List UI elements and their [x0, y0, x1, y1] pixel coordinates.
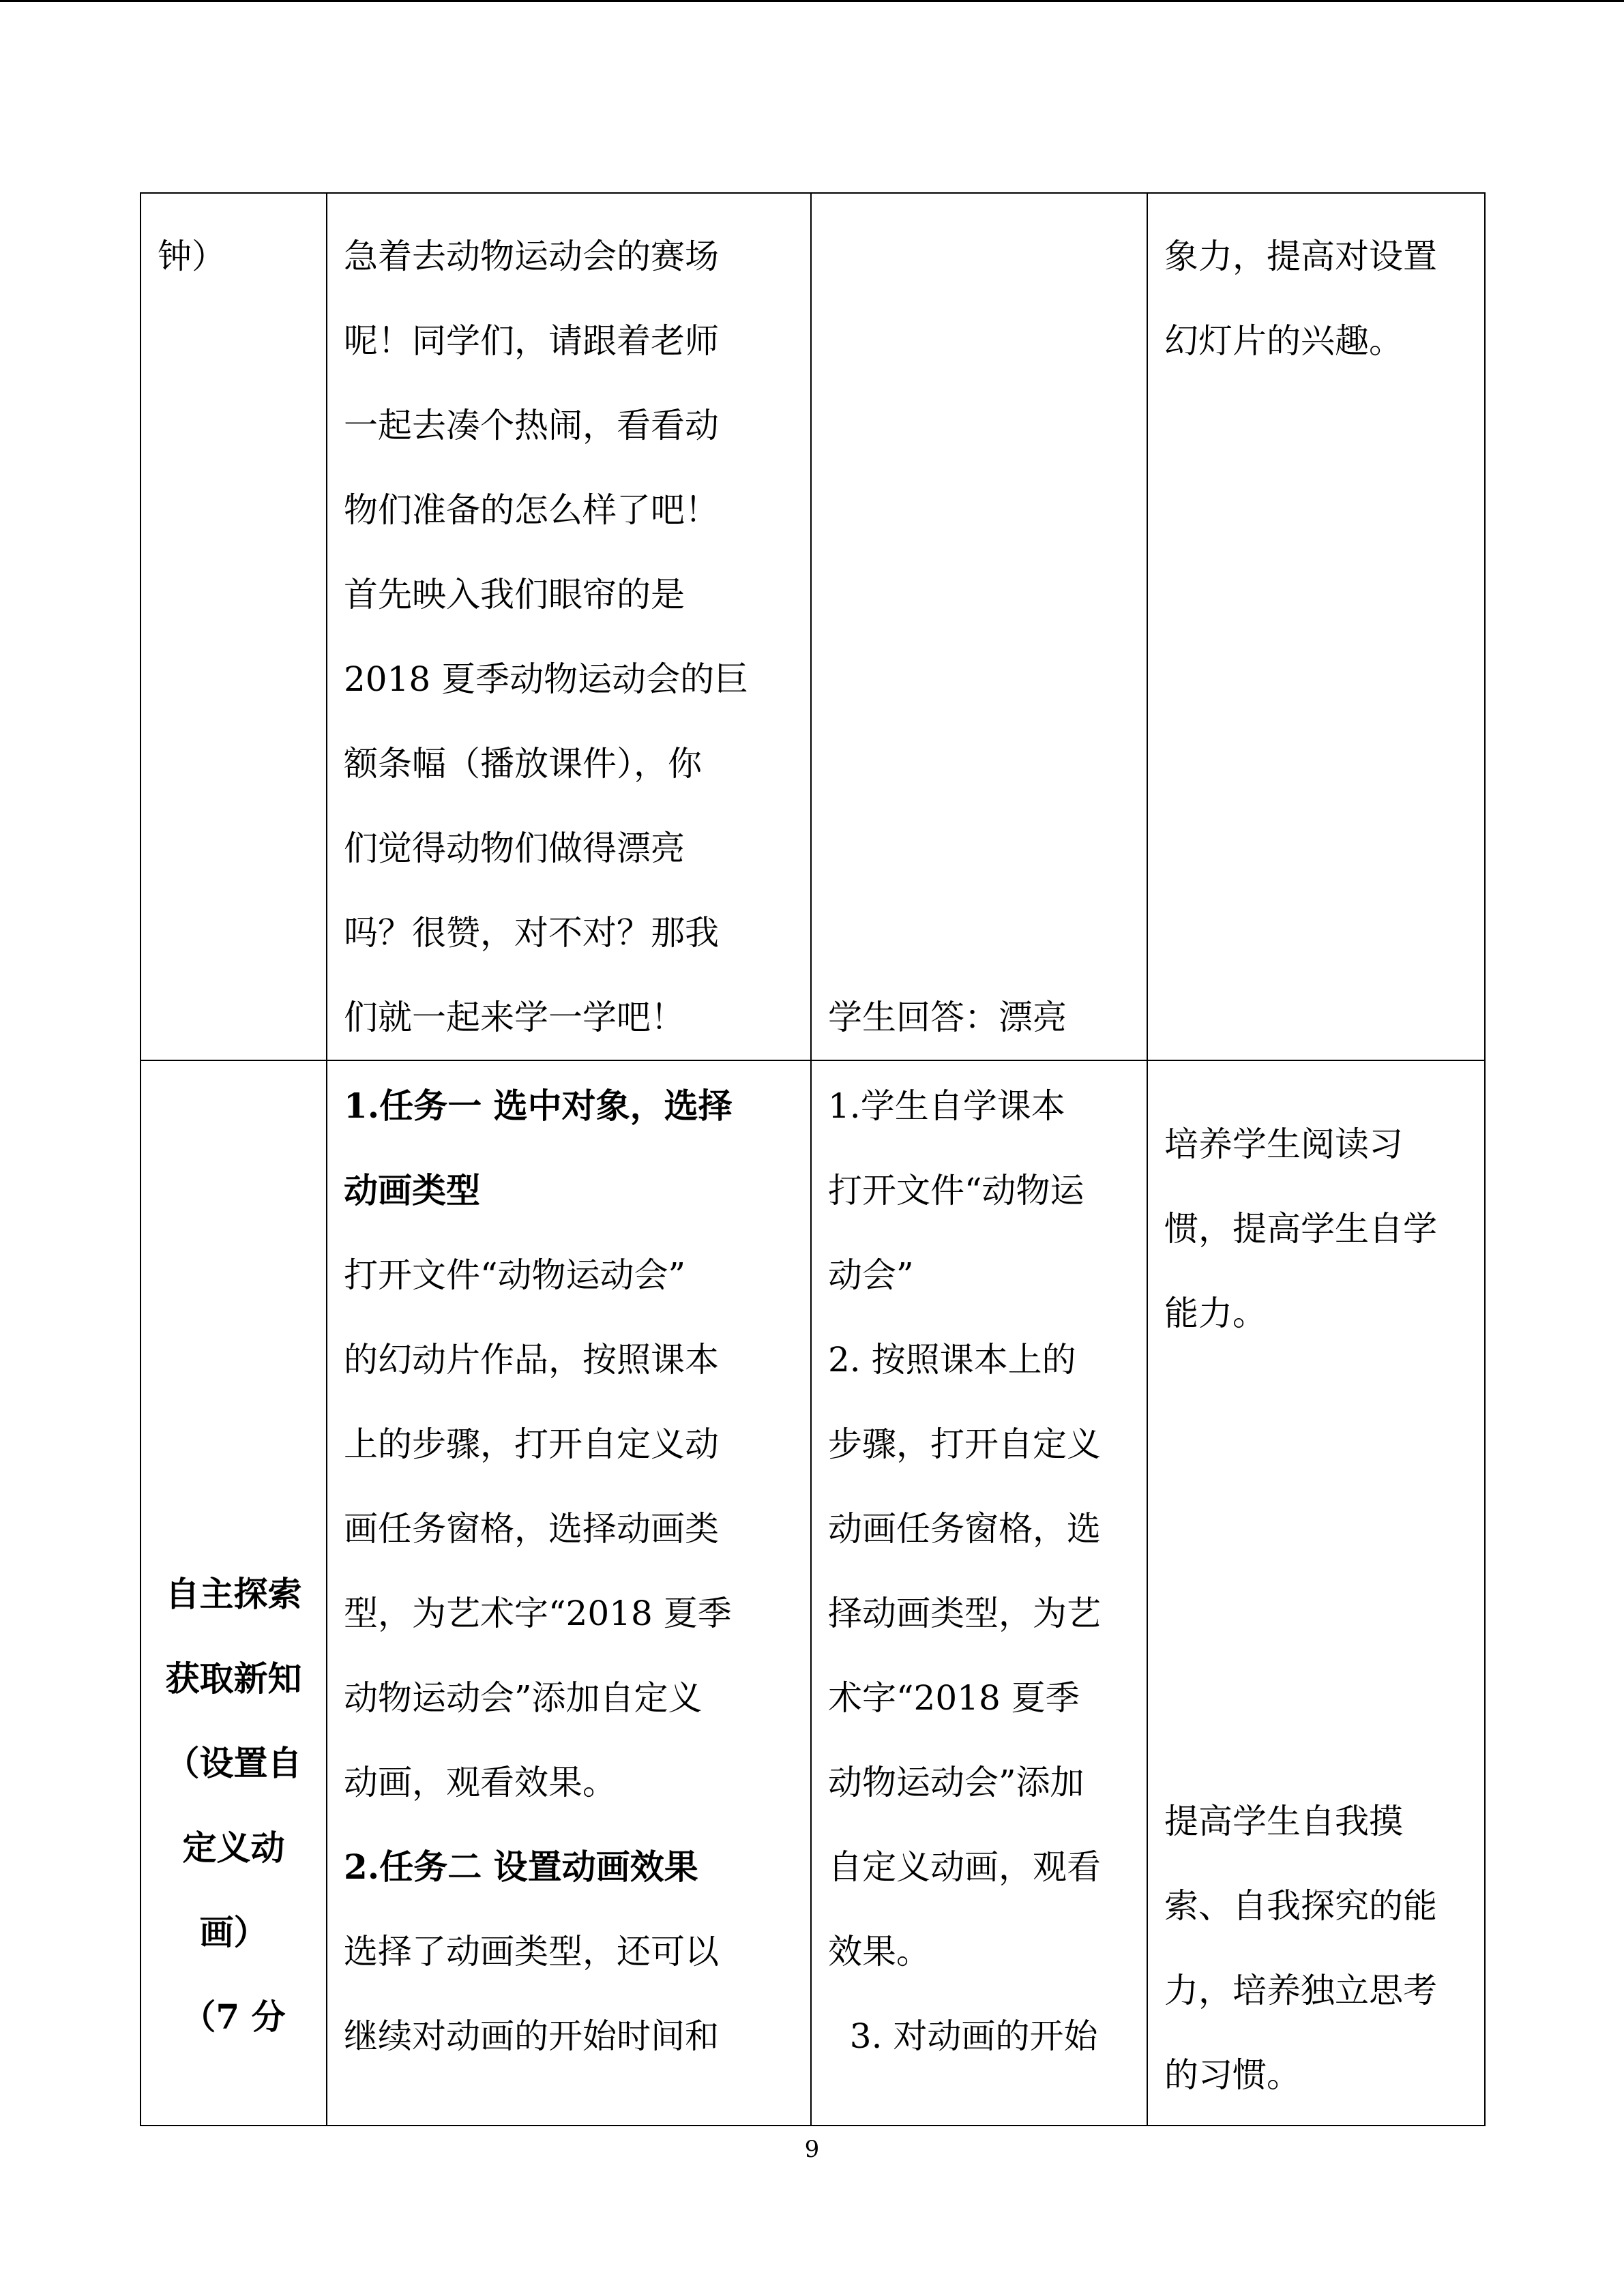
teacher-line: 呢！同学们，请跟着老师 [344, 321, 719, 361]
student-activity-text [828, 194, 1130, 1060]
stage-line: 钟） [158, 237, 226, 276]
student-line: 术字“2018 夏季 [828, 1678, 1080, 1718]
stage-line: 自主探索 [165, 1574, 302, 1614]
design-intent-text [1164, 194, 1468, 383]
student-line: 3. 对动画的开始 [828, 2016, 1098, 2056]
design-intent-cell [1147, 1060, 1485, 2126]
teacher-activity-text [344, 1061, 794, 2078]
stage-line: 画） [199, 1912, 268, 1952]
student-line: 择动画类型，为艺 [828, 1594, 1101, 1633]
student-answer: 学生回答：漂亮 [828, 998, 1067, 1037]
intent-line: 索、自我探究的能 [1164, 1886, 1437, 1926]
student-activity-cell [811, 1060, 1147, 2126]
stage-line: 获取新知 [165, 1658, 302, 1699]
task2-line: 选择了动画类型，还可以 [344, 1932, 719, 1971]
task2-line: 继续对动画的开始时间和 [344, 2016, 719, 2056]
student-line: 1.学生自学课本 [828, 1086, 1065, 1126]
task1-title: 1.任务一 选中对象，选择 [344, 1086, 733, 1126]
intent-line: 象力，提高对设置 [1164, 237, 1437, 276]
teacher-line: 2018 夏季动物运动会的巨 [344, 659, 749, 699]
stage-line: （设置自 [165, 1743, 302, 1783]
task1-line: 画任务窗格，选择动画类 [344, 1509, 719, 1549]
intent-line: 培养学生阅读习 [1164, 1124, 1403, 1164]
teacher-activity-text [344, 194, 794, 1060]
table-row [141, 193, 1485, 1060]
task1-line: 动物运动会”添加自定义 [344, 1678, 703, 1718]
teacher-line: 一起去凑个热闹，看看动 [344, 406, 719, 445]
stage-cell [141, 193, 327, 1060]
stage-text [158, 1061, 310, 2059]
student-activity-text [828, 1061, 1130, 2078]
table-row [141, 1060, 1485, 2126]
student-line: 效果。 [828, 1932, 930, 1971]
stage-cell [141, 1060, 327, 2126]
intent-line: 幻灯片的兴趣。 [1164, 321, 1403, 361]
intent-line: 能力。 [1164, 1294, 1267, 1333]
student-line: 打开文件“动物运 [828, 1171, 1084, 1210]
intent-line: 惯，提高学生自学 [1164, 1209, 1437, 1249]
task1-title: 动画类型 [344, 1170, 480, 1210]
student-line: 步骤，打开自定义 [828, 1425, 1101, 1464]
design-intent-text [1164, 1061, 1468, 1356]
page-top-border [0, 0, 1624, 2]
student-activity-cell [811, 193, 1147, 1060]
teacher-activity-cell [327, 1060, 811, 2126]
intent-line: 的习惯。 [1164, 2055, 1301, 2095]
task1-line: 的幻动片作品，按照课本 [344, 1340, 719, 1380]
student-line: 自定义动画，观看 [828, 1847, 1101, 1887]
student-line: 动会” [828, 1255, 914, 1295]
intent-line: 提高学生自我摸 [1164, 1802, 1403, 1841]
task2-title: 2.任务二 设置动画效果 [344, 1847, 698, 1887]
task1-line: 型，为艺术字“2018 夏季 [344, 1594, 732, 1633]
intent-line: 力，培养独立思考 [1164, 1971, 1437, 2010]
student-line: 2. 按照课本上的 [828, 1340, 1076, 1380]
stage-line: （7 分 [181, 1997, 286, 2037]
teacher-line: 物们准备的怎么样了吧！ [344, 490, 719, 530]
teacher-line: 额条幅（播放课件），你 [344, 744, 702, 784]
teacher-activity-cell [327, 193, 811, 1060]
student-line: 动物运动会”添加 [828, 1763, 1084, 1802]
task1-line: 打开文件“动物运动会” [344, 1255, 686, 1295]
task1-line: 动画，观看效果。 [344, 1763, 617, 1802]
teacher-line: 首先映入我们眼帘的是 [344, 575, 685, 614]
design-intent-text [1164, 1356, 1468, 2117]
teacher-line: 们觉得动物们做得漂亮 [344, 829, 685, 868]
design-intent-cell [1147, 193, 1485, 1060]
page-number: 9 [804, 2136, 820, 2163]
stage-line: 定义动 [182, 1828, 285, 1868]
lesson-plan-table [140, 192, 1486, 2126]
student-line: 动画任务窗格，选 [828, 1509, 1101, 1549]
teacher-line: 们就一起来学一学吧！ [344, 998, 685, 1037]
stage-text [158, 194, 310, 299]
teacher-line: 吗？很赞，对不对？那我 [344, 913, 719, 953]
task1-line: 上的步骤，打开自定义动 [344, 1425, 719, 1464]
teacher-line: 急着去动物运动会的赛场 [344, 237, 719, 276]
